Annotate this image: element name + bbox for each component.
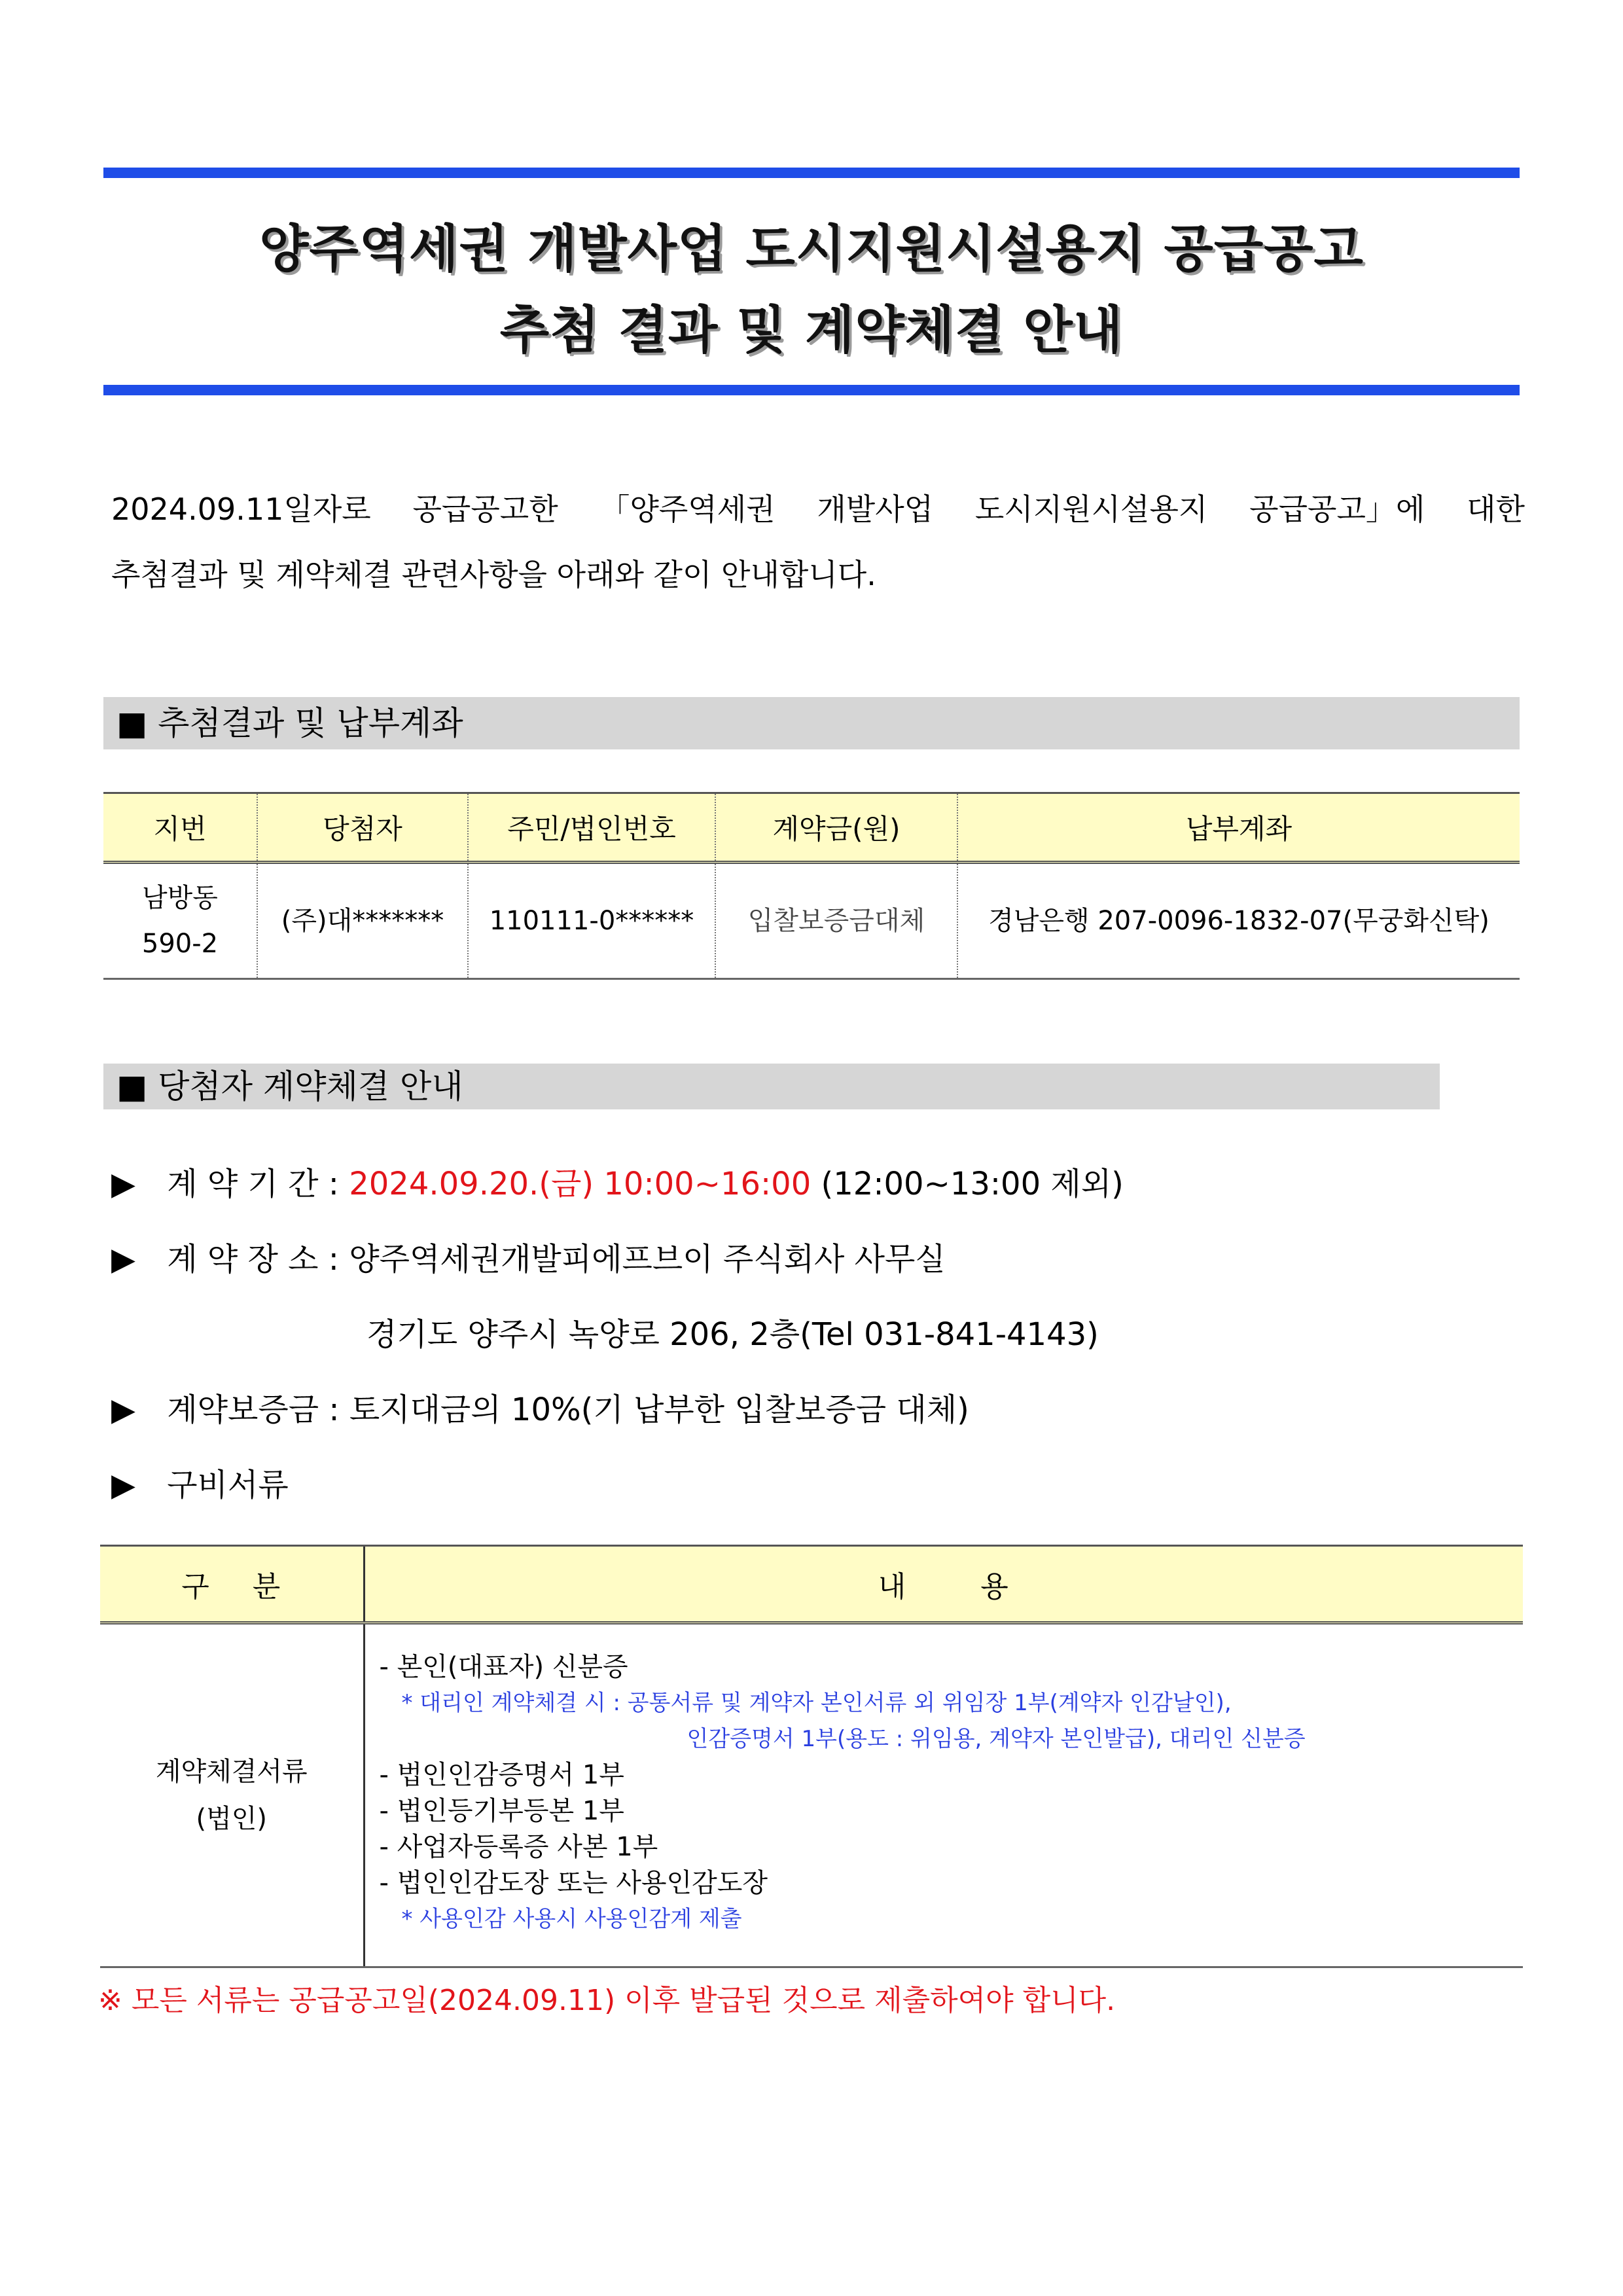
footnote xyxy=(98,1977,1115,2018)
intro-word: 도시지원시설용지 xyxy=(974,492,1208,527)
cell-deposit: 입찰보증금대체 xyxy=(715,863,957,979)
period-note: (12:00~13:00 제외) xyxy=(821,1166,1124,1202)
footnote-red: ※ 모든 서류는 공급공고일(2024.09.11) 이후 발급된 것으로 제출 xyxy=(98,1984,931,2017)
cell-category xyxy=(100,1623,364,1967)
col-header-category: 구 분 xyxy=(100,1546,364,1623)
bullet-arrow-icon: ▶ xyxy=(111,1467,135,1503)
lot-line-2: 590-2 xyxy=(141,929,219,959)
bullet-arrow-icon: ▶ xyxy=(111,1166,135,1202)
section-heading-lottery-result: ■ 추첨결과 및 납부계좌 xyxy=(103,697,1520,749)
table-row xyxy=(100,1623,1523,1967)
contract-place xyxy=(111,1234,946,1279)
table-row xyxy=(103,863,1520,979)
guarantee-label: 계약보증금 : xyxy=(167,1391,340,1428)
doc-note-seal: * 사용인감 사용시 사용인감계 제출 xyxy=(401,1906,742,1932)
cell-lot xyxy=(103,863,257,979)
col-header-content: 내 용 xyxy=(364,1546,1523,1623)
doc-item-biz-reg: - 사업자등록증 사본 1부 xyxy=(379,1832,658,1862)
lot-line-1: 남방동 xyxy=(142,883,218,913)
intro-word: 대한 xyxy=(1467,492,1525,527)
contract-period xyxy=(111,1158,1124,1204)
place-value: 양주역세권개발피에프브이 주식회사 사무실 xyxy=(349,1241,946,1278)
doc-note-proxy-cont: 인감증명서 1부(용도 : 위임용, 계약자 본인발급), 대리인 신분증 xyxy=(687,1726,1306,1752)
table-header-row xyxy=(103,793,1520,863)
category-line-1: 계약체결서류 xyxy=(155,1757,308,1787)
doc-item-registry: - 법인등기부등본 1부 xyxy=(379,1796,624,1826)
footnote-rest: 하여야 합니다. xyxy=(930,1984,1116,2017)
period-value: 2024.09.20.(금) 10:00~16:00 xyxy=(349,1166,812,1202)
bullet-arrow-icon: ▶ xyxy=(111,1391,135,1428)
guarantee-value: 토지대금의 10%(기 납부한 입찰보증금 대체) xyxy=(349,1391,969,1428)
doc-item-id: - 본인(대표자) 신분증 xyxy=(379,1652,628,1682)
col-header-lot: 지번 xyxy=(103,793,257,863)
title-bottom-rule xyxy=(103,385,1520,395)
doc-note-proxy: * 대리인 계약체결 시 : 공통서류 및 계약자 본인서류 외 위임장 1부(계약자 인감날인), xyxy=(401,1690,1232,1716)
section-heading-contract-guide: ■ 당첨자 계약체결 안내 xyxy=(103,1064,1440,1109)
cell-account: 경남은행 207-0096-1832-07(무궁화신탁) xyxy=(957,863,1520,979)
intro-word: 2024.09.11일자로 xyxy=(111,492,371,527)
cell-content xyxy=(364,1623,1523,1967)
doc-item-seal: - 법인인감도장 또는 사용인감도장 xyxy=(379,1868,768,1898)
title-top-rule xyxy=(103,168,1520,178)
title-line-2: 추첨 결과 및 계약체결 안내 xyxy=(499,301,1124,360)
docs-label: 구비서류 xyxy=(167,1467,289,1503)
col-header-account: 납부계좌 xyxy=(957,793,1520,863)
intro-word: 공급공고」에 xyxy=(1249,492,1425,527)
contract-address: 경기도 양주시 녹양로 206, 2층(Tel 031-841-4143) xyxy=(366,1316,1099,1353)
intro-line-2: 추첨결과 및 계약체결 관련사항을 아래와 같이 안내합니다. xyxy=(111,557,876,592)
place-label: 계 약 장 소 : xyxy=(167,1241,339,1278)
required-docs-table xyxy=(100,1545,1523,1968)
col-header-reg-no: 주민/법인번호 xyxy=(468,793,715,863)
intro-word: 「양주역세권 xyxy=(599,492,776,527)
cell-reg-no: 110111-0****** xyxy=(468,863,715,979)
lottery-result-table xyxy=(103,792,1520,980)
doc-item-seal-cert: - 법인인감증명서 1부 xyxy=(379,1760,624,1790)
intro-word: 개발사업 xyxy=(817,492,934,527)
bullet-arrow-icon: ▶ xyxy=(111,1241,135,1278)
cell-winner: (주)대******* xyxy=(257,863,468,979)
title-line-1: 양주역세권 개발사업 도시지원시설용지 공급공고 xyxy=(259,220,1364,279)
intro-word: 공급공고한 xyxy=(412,492,558,527)
table-header-row xyxy=(100,1546,1523,1623)
period-label: 계 약 기 간 : xyxy=(167,1166,339,1202)
category-line-2: (법인) xyxy=(196,1804,267,1834)
contract-guarantee xyxy=(111,1384,969,1429)
col-header-deposit: 계약금(원) xyxy=(715,793,957,863)
intro-line-1 xyxy=(111,490,1525,529)
col-header-winner: 당첨자 xyxy=(257,793,468,863)
required-docs xyxy=(111,1460,289,1505)
